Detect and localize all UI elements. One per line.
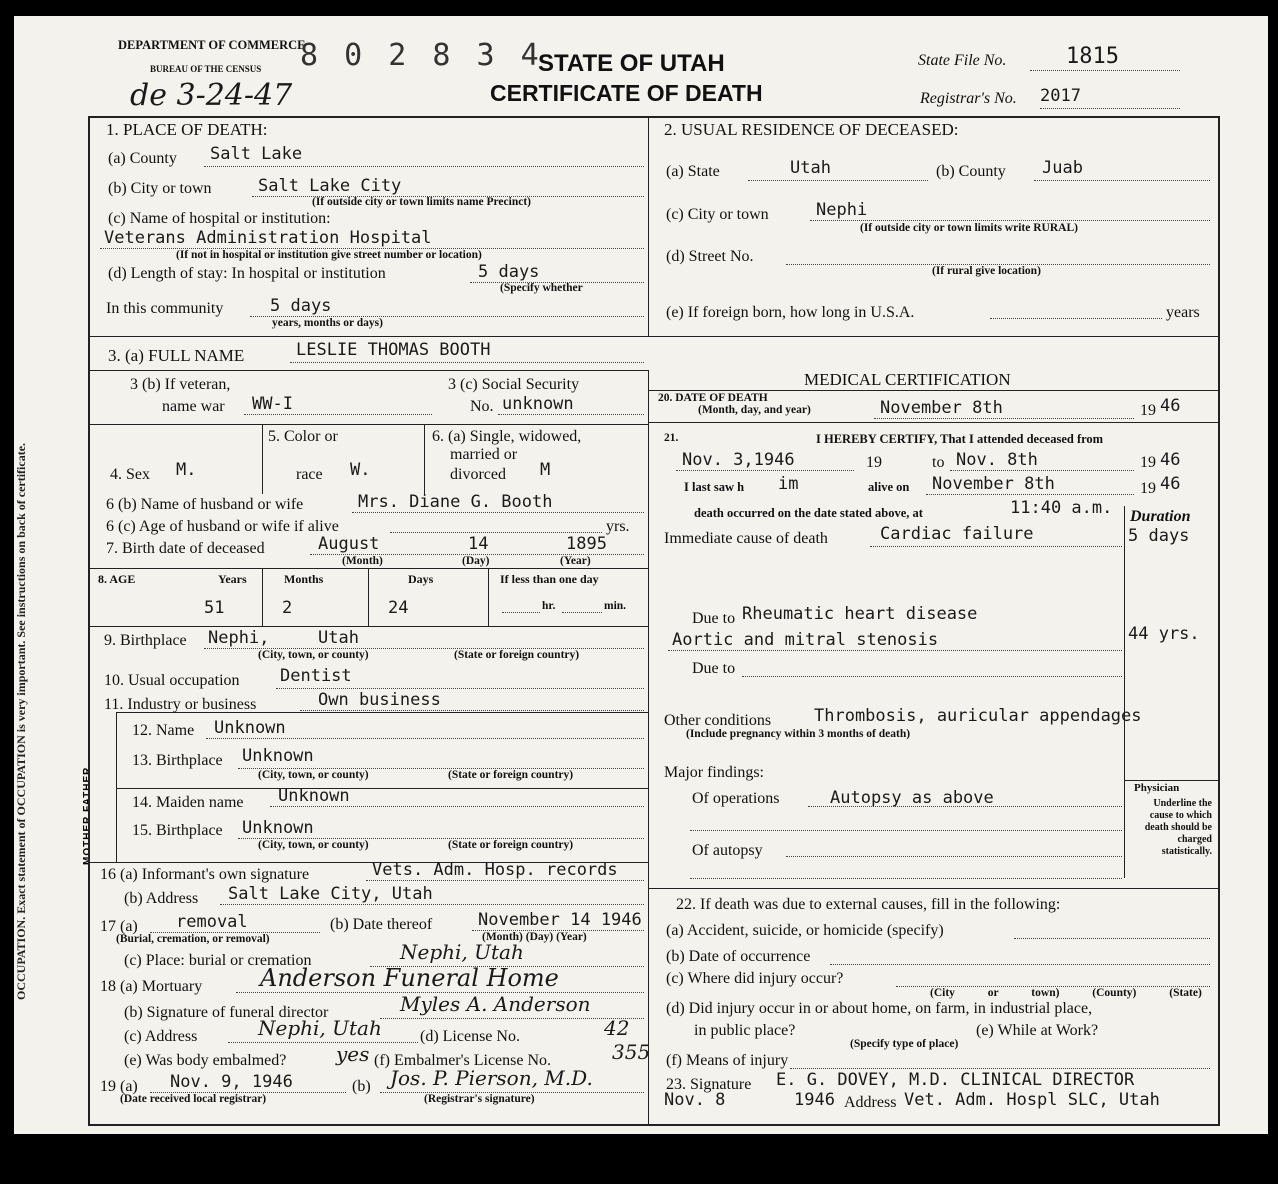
less-than-day-label: If less than one day <box>500 572 599 586</box>
handwritten-code: de 3-24-47 <box>130 78 293 113</box>
embalmed-label: (e) Was body embalmed? <box>124 1052 287 1069</box>
accident-type-label: (a) Accident, suicide, or homicide (specify) <box>666 922 944 939</box>
stay-label: (d) Length of stay: In hospital or institution <box>108 265 386 282</box>
death-city: Salt Lake City <box>258 176 402 196</box>
certificate-stamp-number: 8 0 2 8 3 4 <box>300 38 543 73</box>
attended-century: 19 <box>866 454 882 471</box>
mother-state-note: (State or foreign country) <box>448 839 574 851</box>
certification-date: Nov. 8 <box>664 1090 726 1110</box>
marital-label-2: married or <box>450 446 518 463</box>
mother-city-note: (City, town, or county) <box>258 839 369 851</box>
last-saw-pronoun: im <box>778 474 799 494</box>
veteran-label: 3 (b) If veteran, <box>130 376 231 393</box>
residence-county-label: (b) County <box>936 163 1006 180</box>
certifier-address-label: Address <box>844 1094 897 1111</box>
age-days: 24 <box>388 598 409 618</box>
last-saw-label: I last saw h <box>684 480 745 494</box>
father-name-label: 12. Name <box>132 722 195 739</box>
state-file-number: 1815 <box>1066 44 1119 69</box>
mother-birthplace: Unknown <box>242 818 314 838</box>
last-saw-date: November 8th <box>932 474 1055 494</box>
other-conditions-label: Other conditions <box>664 712 772 729</box>
birth-day: 14 <box>468 534 489 554</box>
informant-address: Salt Lake City, Utah <box>228 884 433 904</box>
date-of-occurrence-label: (b) Date of occurrence <box>666 948 811 965</box>
race-label: race <box>296 466 323 483</box>
last-saw-century: 19 <box>1140 480 1156 497</box>
death-county: Salt Lake <box>210 144 303 164</box>
street-label: (d) Street No. <box>666 248 754 265</box>
embalmed-answer: yes <box>336 1042 370 1066</box>
medical-certification-heading: MEDICAL CERTIFICATION <box>804 370 1011 389</box>
hospital-stay: 5 days <box>478 262 540 282</box>
certificate-title: CERTIFICATE OF DEATH <box>490 80 763 106</box>
informant-label: 16 (a) Informant's own signature <box>100 866 310 883</box>
burial-place: Nephi, Utah <box>400 940 524 964</box>
community-note: years, months or days) <box>272 317 383 329</box>
injury-place-note: (Specify type of place) <box>850 1038 959 1050</box>
parents-side-label: MOTHER FATHER <box>82 766 93 865</box>
min-label: min. <box>604 600 627 612</box>
funeral-director-label: (b) Signature of funeral director <box>124 1004 329 1021</box>
license-number: 42 <box>604 1016 630 1040</box>
department-label: DEPARTMENT OF COMMERCE <box>118 38 306 52</box>
informant-signature: Vets. Adm. Hosp. records <box>372 860 618 880</box>
place-of-death-heading: 1. PLACE OF DEATH: <box>106 120 268 139</box>
operations-label: Of operations <box>692 790 780 807</box>
residence-heading: 2. USUAL RESIDENCE OF DECEASED: <box>664 120 959 139</box>
age-years-label: Years <box>218 572 247 586</box>
birth-year-note: (Year) <box>560 555 591 567</box>
registrar-signature-label: (b) <box>352 1078 371 1095</box>
injury-place-label-2: in public place? <box>694 1022 796 1039</box>
residence-city: Nephi <box>816 200 868 220</box>
embalmer-license-number: 355 <box>612 1040 651 1064</box>
birthplace-label: 9. Birthplace <box>104 632 187 649</box>
due-to-cause-1b: Aortic and mitral stenosis <box>672 630 939 650</box>
margin-instructions: OCCUPATION. Exact statement of OCCUPATION is very important. See instructions on back of certificate. <box>14 442 28 1000</box>
father-state-note: (State or foreign country) <box>448 769 574 781</box>
other-conditions-note: (Include pregnancy within 3 months of death) <box>686 728 911 740</box>
marital-label: 6. (a) Single, widowed, <box>432 428 582 445</box>
father-name: Unknown <box>214 718 286 738</box>
birth-year: 1895 <box>566 534 607 554</box>
birthplace-state: Utah <box>318 628 359 648</box>
disposition-type: removal <box>176 912 248 932</box>
foreign-years-unit: years <box>1166 304 1200 321</box>
autopsy-label: Of autopsy <box>692 842 763 859</box>
spouse-name: Mrs. Diane G. Booth <box>358 492 553 512</box>
means-of-injury-label: (f) Means of injury <box>666 1052 789 1069</box>
last-saw-year: 46 <box>1160 474 1181 494</box>
time-of-death: 11:40 a.m. <box>1010 498 1113 518</box>
other-conditions: Thrombosis, auricular appendages <box>814 706 1142 726</box>
city-label: (b) City or town <box>108 180 212 197</box>
hr-label: hr. <box>542 600 556 612</box>
disposition-note: (Burial, cremation, or removal) <box>116 933 270 945</box>
external-causes-heading: 22. If death was due to external causes, fill in the following: <box>676 896 1061 913</box>
certifier-signature: E. G. DOVEY, M.D. CLINICAL DIRECTOR <box>776 1070 1135 1090</box>
while-at-work-label: (e) While at Work? <box>976 1022 1099 1039</box>
disposition-date-label: (b) Date thereof <box>330 916 433 933</box>
spouse-label: 6 (b) Name of husband or wife <box>106 496 304 513</box>
residence-state-label: (a) State <box>666 163 720 180</box>
age-months: 2 <box>282 598 293 618</box>
immediate-cause-duration: 5 days <box>1128 526 1190 546</box>
full-name-label: 3. (a) FULL NAME <box>108 346 245 365</box>
funeral-director-signature: Myles A. Anderson <box>400 992 591 1016</box>
registrar-number: 2017 <box>1040 86 1081 106</box>
social-security-number: unknown <box>502 394 574 414</box>
mortuary-label: 18 (a) Mortuary <box>100 978 203 995</box>
birthplace-state-note: (State or foreign country) <box>454 649 580 661</box>
color-label: 5. Color or <box>268 428 338 445</box>
community-stay: 5 days <box>270 296 332 316</box>
full-name: LESLIE THOMAS BOOTH <box>296 340 491 360</box>
war-label: name war <box>162 398 225 415</box>
war-name: WW-I <box>252 394 293 414</box>
age-years: 51 <box>204 598 225 618</box>
community-label: In this community <box>106 300 224 317</box>
injury-place-label: (d) Did injury occur in or about home, on farm, in industrial place, <box>666 1000 1093 1017</box>
street-note: (If rural give location) <box>932 265 1041 277</box>
father-birthplace: Unknown <box>242 746 314 766</box>
due-to-label-2: Due to <box>692 660 736 677</box>
father-birthplace-label: 13. Birthplace <box>132 752 223 769</box>
injury-location-notes: (City or town) (County) (State) <box>930 987 1202 999</box>
hospital-note: (If not in hospital or institution give street number or location) <box>176 249 482 261</box>
city-note: (If outside city or town limits name Precinct) <box>312 196 531 208</box>
ss-no-label: No. <box>470 398 494 415</box>
date-received-registrar: Nov. 9, 1946 <box>170 1072 293 1092</box>
informant-address-label: (b) Address <box>124 890 199 907</box>
death-occurred-label: death occurred on the date stated above, at <box>694 506 923 520</box>
attended-year: 46 <box>1160 450 1181 470</box>
sex-label: 4. Sex <box>110 466 150 483</box>
license-label: (d) License No. <box>420 1028 520 1045</box>
physician-title: Physician <box>1134 782 1180 794</box>
foreign-born-label: (e) If foreign born, how long in U.S.A. <box>666 304 915 321</box>
industry: Own business <box>318 690 441 710</box>
major-findings-label: Major findings: <box>664 764 764 781</box>
age-label: 8. AGE <box>98 572 136 586</box>
hospital-name: Veterans Administration Hospital <box>104 228 432 248</box>
state-title: STATE OF UTAH <box>538 50 725 77</box>
certification-year: 1946 <box>794 1090 835 1110</box>
mother-maiden-label: 14. Maiden name <box>132 794 244 811</box>
attended-to-label: to <box>932 454 945 471</box>
hospital-label: (c) Name of hospital or institution: <box>108 210 331 227</box>
due-to-cause-1: Rheumatic heart disease <box>742 604 978 624</box>
birth-month: August <box>318 534 380 554</box>
registrar-section-label: 19 (a) <box>100 1078 138 1095</box>
embalmer-license-label: (f) Embalmer's License No. <box>374 1052 552 1069</box>
occupation-label: 10. Usual occupation <box>104 672 240 689</box>
disposition-date-note: (Month) (Day) (Year) <box>482 931 587 943</box>
attended-to-century: 19 <box>1140 454 1156 471</box>
immediate-cause-label: Immediate cause of death <box>664 530 828 547</box>
birth-date-label: 7. Birth date of deceased <box>106 540 265 557</box>
age-months-label: Months <box>284 572 324 586</box>
father-city-note: (City, town, or county) <box>258 769 369 781</box>
residence-state: Utah <box>790 158 831 178</box>
state-file-label: State File No. <box>918 52 1007 69</box>
mother-birthplace-label: 15. Birthplace <box>132 822 223 839</box>
certifier-signature-label: 23. Signature <box>666 1076 752 1093</box>
birth-month-note: (Month) <box>342 555 383 567</box>
industry-label: 11. Industry or business <box>104 696 257 713</box>
birthplace-city: Nephi, <box>208 628 270 648</box>
alive-on-label: alive on <box>868 480 910 494</box>
attended-from: Nov. 3,1946 <box>682 450 795 470</box>
mortuary-name: Anderson Funeral Home <box>260 964 559 992</box>
age-days-label: Days <box>408 572 434 586</box>
duration-label: Duration <box>1130 508 1191 525</box>
residence-county: Juab <box>1042 158 1083 178</box>
residence-city-label: (c) City or town <box>666 206 769 223</box>
birthplace-city-note: (City, town, or county) <box>258 649 369 661</box>
certify-statement: I HEREBY CERTIFY, That I attended deceased from <box>816 432 1104 446</box>
due-to-duration: 44 yrs. <box>1128 624 1200 644</box>
registrar-number-label: Registrar's No. <box>920 90 1017 107</box>
county-label: (a) County <box>108 150 177 167</box>
bureau-label: BUREAU OF THE CENSUS <box>150 64 262 74</box>
death-century: 19 <box>1140 402 1156 419</box>
marital-status: M <box>540 460 551 480</box>
residence-city-note: (If outside city or town limits write RURAL) <box>860 222 1078 234</box>
operations-findings: Autopsy as above <box>830 788 994 808</box>
registrar-signature-note: (Registrar's signature) <box>424 1093 535 1105</box>
mortuary-address: Nephi, Utah <box>258 1016 382 1040</box>
spouse-age-unit: yrs. <box>606 518 630 535</box>
sex: M. <box>176 460 197 480</box>
burial-place-label: (c) Place: burial or cremation <box>124 952 312 969</box>
disposition-label: 17 (a) <box>100 918 138 935</box>
race: W. <box>350 460 371 480</box>
spouse-age-label: 6 (c) Age of husband or wife if alive <box>106 518 339 535</box>
date-of-death-note: (Month, day, and year) <box>698 404 811 416</box>
physician-instruction: Underline the cause to which death should be charged statistically. <box>1144 798 1212 857</box>
date-of-death-label: 20. DATE OF DEATH <box>658 392 768 404</box>
date-of-death-year: 46 <box>1160 396 1181 416</box>
registrar-signature: Jos. P. Pierson, M.D. <box>390 1066 593 1090</box>
date-received-note: (Date received local registrar) <box>120 1093 267 1105</box>
marital-label-3: divorced <box>450 466 506 483</box>
mother-maiden-name: Unknown <box>278 786 350 806</box>
birth-day-note: (Day) <box>462 555 490 567</box>
attended-to: Nov. 8th <box>956 450 1038 470</box>
stay-note: (Specify whether <box>500 282 583 294</box>
disposition-date: November 14 1946 <box>478 910 642 930</box>
social-security-label: 3 (c) Social Security <box>448 376 580 393</box>
certify-number: 21. <box>664 432 679 444</box>
injury-location-label: (c) Where did injury occur? <box>666 970 844 987</box>
date-of-death: November 8th <box>880 398 1003 418</box>
immediate-cause: Cardiac failure <box>880 524 1034 544</box>
certifier-address: Vet. Adm. Hospl SLC, Utah <box>904 1090 1160 1110</box>
occupation: Dentist <box>280 666 352 686</box>
mortuary-address-label: (c) Address <box>124 1028 198 1045</box>
due-to-label-1: Due to <box>692 610 736 627</box>
